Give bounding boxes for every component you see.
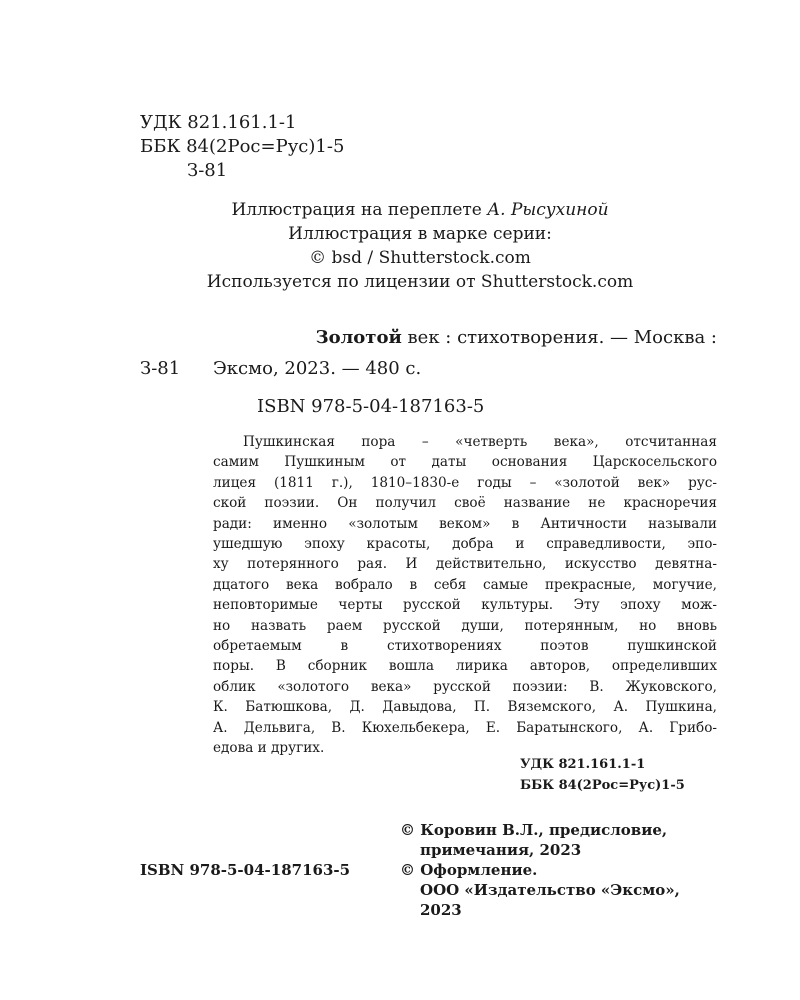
copyright-block: [400, 820, 680, 920]
udk-code: УДК 821.161.1-1: [140, 112, 297, 133]
illustrator-name: А. Рысухиной: [487, 200, 609, 220]
copyright-line: примечания, 2023: [420, 841, 582, 859]
illustration-label: Иллюстрация на переплете: [231, 200, 488, 220]
record-title: [245, 327, 717, 348]
annotation-line: неповторимые черты русской культуры. Эту эпоху мож-: [213, 597, 717, 614]
copyright-line: 2023: [420, 901, 462, 919]
illustration-credit-series: Иллюстрация в марке серии:: [288, 224, 552, 244]
annotation-line: обретаемым в стихотворениях поэтов пушкинской: [213, 638, 717, 655]
annotation-line: самим Пушкиным от даты основания Царскосельского: [213, 454, 717, 471]
footer-udk: УДК 821.161.1-1: [520, 757, 646, 772]
annotation-line: но назвать раем русской души, потерянным, но вновь: [213, 617, 717, 634]
annotation-line: лицея (1811 г.), 1810–1830-е годы – «золотой век» рус-: [213, 474, 717, 491]
record-author-mark: З-81: [140, 358, 181, 379]
footer-isbn: ISBN 978-5-04-187163-5: [140, 861, 351, 879]
annotation-line: Пушкинская пора – «четверть века», отсчитанная: [243, 434, 717, 450]
annotation-line: поры. В сборник вошла лирика авторов, определивших: [213, 658, 717, 675]
license-note: Используется по лицензии от Shutterstock.com: [206, 272, 634, 292]
copyright-line: © Оформление.: [400, 861, 538, 879]
bbk-code: ББК 84(2Рос=Рус)1-5: [140, 136, 345, 157]
annotation-line: ради: именно «золотым веком» в Античности называли: [213, 515, 717, 532]
copyright-line: © Коровин В.Л., предисловие,: [400, 821, 668, 839]
record-publisher: Эксмо, 2023. — 480 с.: [213, 358, 422, 379]
annotation-line: А. Дельвига, В. Кюхельбекера, Е. Баратынского, А. Грибо-: [213, 719, 717, 736]
annotation-line: дцатого века вобрало в себя самые прекрасные, могучие,: [213, 576, 717, 593]
title-bold: Золотой: [315, 327, 402, 348]
record-isbn: ISBN 978-5-04-187163-5: [257, 396, 485, 417]
illustration-copyright: © bsd / Shutterstock.com: [309, 248, 531, 268]
annotation-line: ху потерянного рая. И действительно, искусство девятна-: [213, 556, 717, 573]
annotation-line: ской поэзии. Он получил своё название не красноречия: [213, 495, 717, 512]
footer-bbk: ББК 84(2Рос=Рус)1-5: [520, 778, 685, 793]
annotation-line: ушедшую эпоху красоты, добра и справедливости, эпо-: [213, 536, 717, 553]
copyright-line: ООО «Издательство «Эксмо»,: [420, 881, 680, 899]
annotation-line: едова и других.: [213, 740, 325, 757]
annotation-line: облик «золотого века» русской поэзии: В. Жуковского,: [213, 678, 717, 695]
annotation: [213, 432, 717, 759]
author-mark: З-81: [187, 160, 228, 181]
title-rest: век : стихотворения. — Москва :: [401, 327, 717, 348]
annotation-line: К. Батюшкова, Д. Давыдова, П. Вяземского, А. Пушкина,: [213, 699, 717, 716]
illustration-credit-cover: [150, 200, 690, 220]
